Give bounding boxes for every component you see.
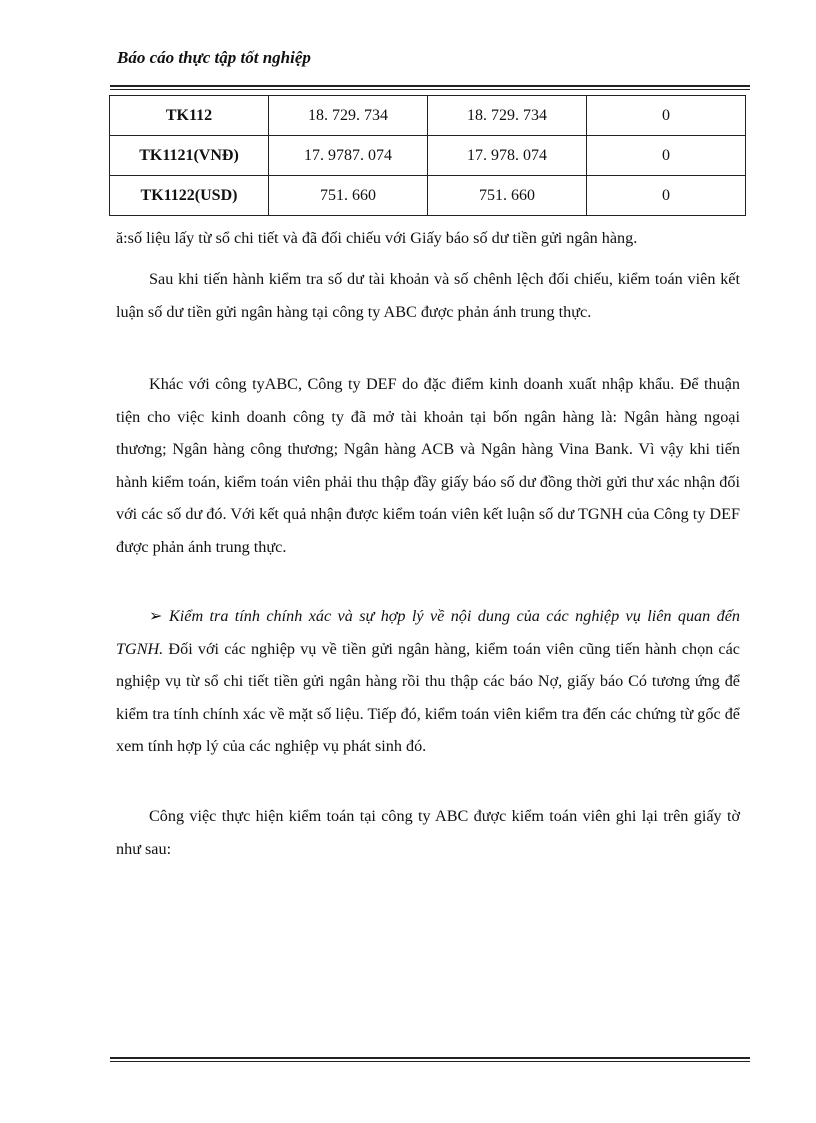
- value-cell: 18. 729. 734: [428, 96, 587, 136]
- paragraph-transaction-check: [116, 600, 740, 763]
- header-rule: [110, 85, 750, 90]
- value-cell: 17. 9787. 074: [269, 136, 428, 176]
- paragraph-company-def: Khác với công tyABC, Công ty DEF do đặc điểm kinh doanh xuất nhập khẩu. Để thuận tiện cho việc kinh doanh công ty đã mở tài khoản tại bốn ngân hàng là: Ngân hàng ngoại thương; Ngân hàng công thương; Ngân hàng ACB và Ngân hàng Vina Bank. Vì vậy khi tiến hành kiểm toán, kiểm toán viên phải thu thập đầy giấy báo số dư đồng thời gửi thư xác nhận đối với các số dư đó. Với kết quả nhận được kiểm toán viên kết luận số dư TGNH của Công ty DEF được phản ánh trung thực.: [116, 375, 740, 556]
- balance-table: [109, 95, 746, 216]
- page-header-title: Báo cáo thực tập tốt nghiệp: [117, 48, 311, 67]
- difference-cell: 0: [587, 176, 746, 216]
- arrow-bullet-icon: ➢: [149, 607, 163, 625]
- table-source-note: ă:số liệu lấy từ sổ chi tiết và đã đối chiếu với Giấy báo số dư tiền gửi ngân hàng.: [116, 229, 638, 247]
- table-row: [110, 176, 746, 216]
- account-cell: TK1122(USD): [110, 176, 269, 216]
- footer-rule: [110, 1057, 750, 1062]
- value-cell: 18. 729. 734: [269, 96, 428, 136]
- table-row: [110, 136, 746, 176]
- paragraph-body: Đối với các nghiệp vụ về tiền gửi ngân hàng, kiểm toán viên cũng tiến hành chọn các nghiệp vụ từ sổ chi tiết tiền gửi ngân hàng rồi thu thập các báo Nợ, giấy báo Có tương ứng để kiểm tra tính chính xác về mặt số liệu. Tiếp đó, kiểm toán viên kiểm tra đến các chứng từ gốc để xem tính hợp lý của các nghiệp vụ phát sinh đó.: [116, 639, 740, 756]
- account-cell: TK1121(VNĐ): [110, 136, 269, 176]
- account-cell: TK112: [110, 96, 269, 136]
- table-row: [110, 96, 746, 136]
- value-cell: 17. 978. 074: [428, 136, 587, 176]
- paragraph-conclusion-abc: Sau khi tiến hành kiểm tra số dư tài khoản và số chênh lệch đối chiếu, kiểm toán viên kết luận số dư tiền gửi ngân hàng tại công ty ABC được phản ánh trung thực.: [116, 270, 740, 321]
- italic-heading: Kiểm tra tính chính xác và sự hợp lý về nội dung của các nghiệp vụ liên quan đến TGNH.: [116, 607, 740, 658]
- value-cell: 751. 660: [428, 176, 587, 216]
- value-cell: 751. 660: [269, 176, 428, 216]
- difference-cell: 0: [587, 136, 746, 176]
- difference-cell: 0: [587, 96, 746, 136]
- paragraph-working-papers: Công việc thực hiện kiểm toán tại công ty ABC được kiểm toán viên ghi lại trên giấy tờ như sau:: [116, 807, 740, 858]
